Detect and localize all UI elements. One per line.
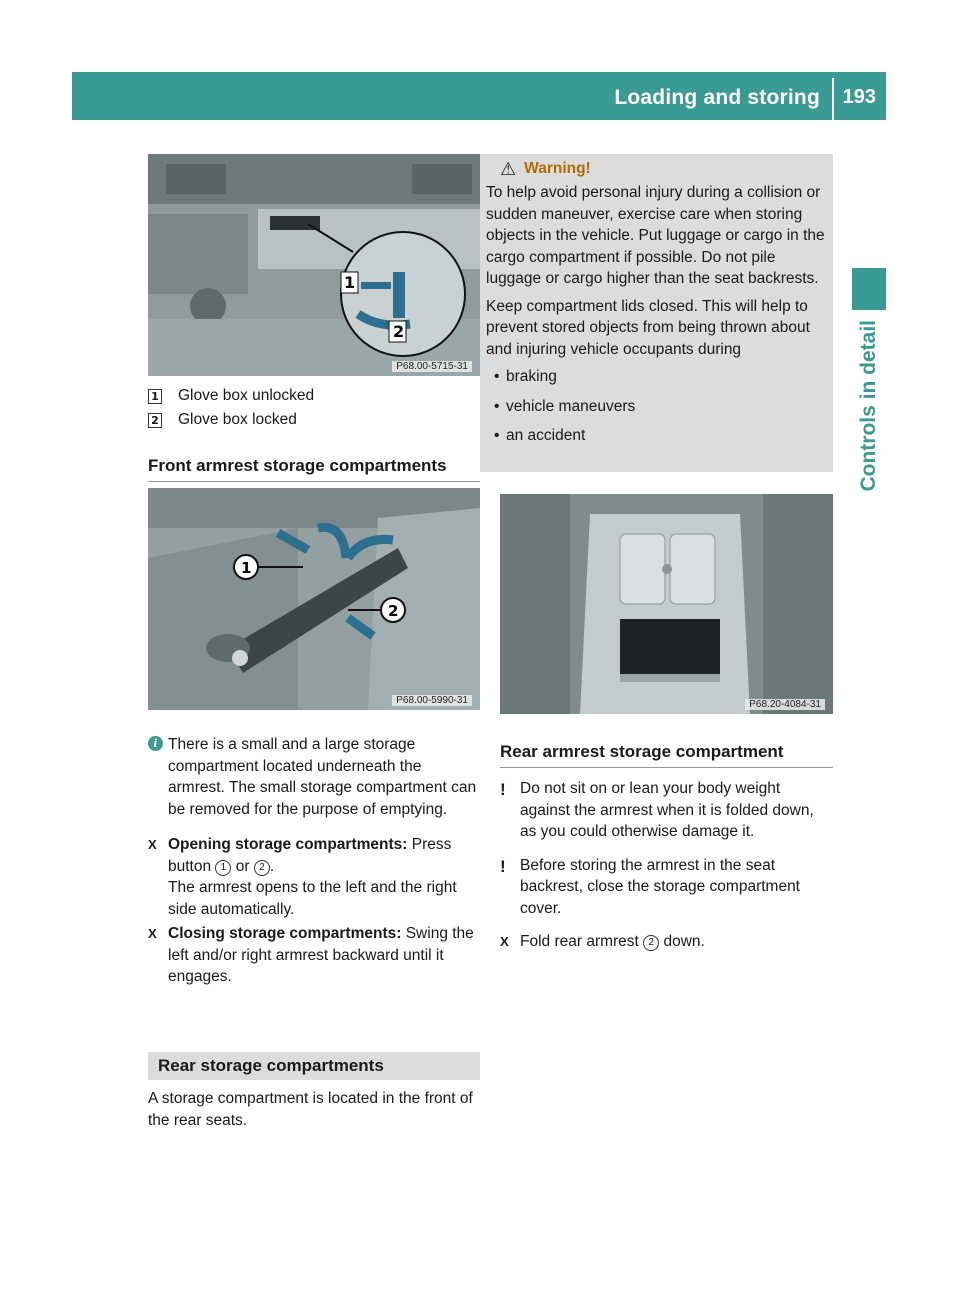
figure-code: P68.20-4084-31 — [745, 699, 825, 710]
notice-1-text: Do not sit on or lean your body weight against the armrest when it is folded down, as you could otherwise damage it. — [520, 780, 814, 840]
step-fold-text: Fold rear armrest — [520, 933, 639, 950]
step-open-text: Press button — [168, 836, 452, 875]
figure-code: P68.00-5715-31 — [392, 361, 472, 372]
info-note — [148, 734, 480, 820]
glovebox-figure — [148, 154, 480, 376]
rear-storage-illustration — [500, 494, 833, 714]
warning-title-row — [480, 154, 833, 180]
info-note-text: There is a small and a large storage compartment located underneath the armrest. The small storage compartment can be removed for the purpose of emptying. — [168, 736, 477, 818]
button-2-ref: 2 — [254, 860, 270, 876]
figure-code: P68.00-5990-31 — [392, 695, 472, 706]
armrest-2-ref: 2 — [643, 935, 659, 951]
warning-paragraph-2: Keep compartment lids closed. This will help to prevent stored objects from being thrown about and injuring vehicle occupants during — [486, 297, 810, 358]
side-tab-label — [854, 320, 884, 760]
rear-storage-figure — [500, 494, 833, 714]
page-header — [72, 72, 886, 120]
step-marker-icon: X — [148, 926, 157, 941]
glovebox-illustration — [148, 154, 480, 376]
chapter-title: Loading and storing — [614, 86, 820, 109]
rear-storage-heading-box — [148, 1052, 480, 1080]
step-open-detail: The armrest opens to the left and the right side automatically. — [168, 879, 457, 918]
step-open-or: or — [235, 857, 250, 875]
step-open — [148, 834, 480, 920]
front-armrest-text — [148, 734, 480, 988]
warning-box — [480, 154, 833, 472]
armrest-figure — [148, 488, 480, 710]
warning-triangle-icon: ⚠ — [500, 159, 517, 179]
step-marker-icon: X — [500, 934, 509, 949]
armrest-callout-1: 1 — [241, 559, 252, 577]
notice-icon: ! — [500, 856, 506, 876]
info-icon: i — [148, 736, 163, 751]
button-1-ref: 1 — [215, 860, 231, 876]
step-marker-icon: X — [148, 837, 157, 852]
armrest-callout-2: 2 — [388, 602, 399, 620]
step-close-label: Closing storage compartments: — [168, 925, 402, 942]
notice-1 — [500, 778, 834, 843]
notice-2-text: Before storing the armrest in the seat backrest, close the storage compartment cover. — [520, 856, 800, 917]
front-armrest-heading: Front armrest storage compartments — [148, 456, 480, 482]
rear-armrest-text — [500, 778, 834, 953]
step-fold — [500, 931, 834, 953]
warning-paragraph-1: To help avoid personal injury during a collision or sudden maneuver, exercise care when storing objects in the vehicle. Put luggage or cargo in the cargo compartment if possible. Do not pile luggage or cargo higher than the seat backrests. — [486, 184, 825, 287]
rear-storage-heading: Rear storage compartments — [158, 1056, 384, 1075]
legend-text: Glove box unlocked — [178, 387, 315, 404]
side-tab-marker — [852, 268, 886, 310]
glovebox-callout-2: 1 — [344, 273, 356, 292]
legend-item — [148, 408, 314, 432]
warning-bullet: • vehicle maneuvers — [486, 396, 827, 418]
rear-storage-text: A storage compartment is located in the front of the rear seats. — [148, 1090, 473, 1129]
warning-body — [480, 180, 833, 447]
legend-number: 1 — [148, 389, 162, 404]
legend-number: 2 — [148, 413, 162, 428]
armrest-illustration — [148, 488, 480, 710]
glovebox-callout-1: 2 — [393, 322, 405, 341]
page-number: 193 — [842, 86, 876, 108]
legend-item — [148, 384, 314, 408]
notice-icon: ! — [500, 780, 506, 799]
rear-armrest-heading: Rear armrest storage compartment — [500, 742, 833, 768]
step-close-text: Swing the left and/or right armrest backward until it engages. — [168, 925, 474, 985]
step-open-label: Opening storage compartments: — [168, 836, 408, 853]
notice-2 — [500, 855, 834, 920]
warning-bullet: • an accident — [486, 425, 827, 447]
header-divider — [832, 78, 834, 120]
warning-title: Warning! — [524, 160, 591, 177]
glovebox-legend — [148, 384, 314, 432]
step-close — [148, 923, 480, 988]
side-tab-text: Controls in detail — [857, 320, 880, 492]
legend-text: Glove box locked — [178, 411, 297, 428]
warning-bullet: • braking — [486, 366, 827, 388]
step-fold-end: down. — [663, 933, 705, 950]
step-open-period: . — [269, 857, 275, 875]
